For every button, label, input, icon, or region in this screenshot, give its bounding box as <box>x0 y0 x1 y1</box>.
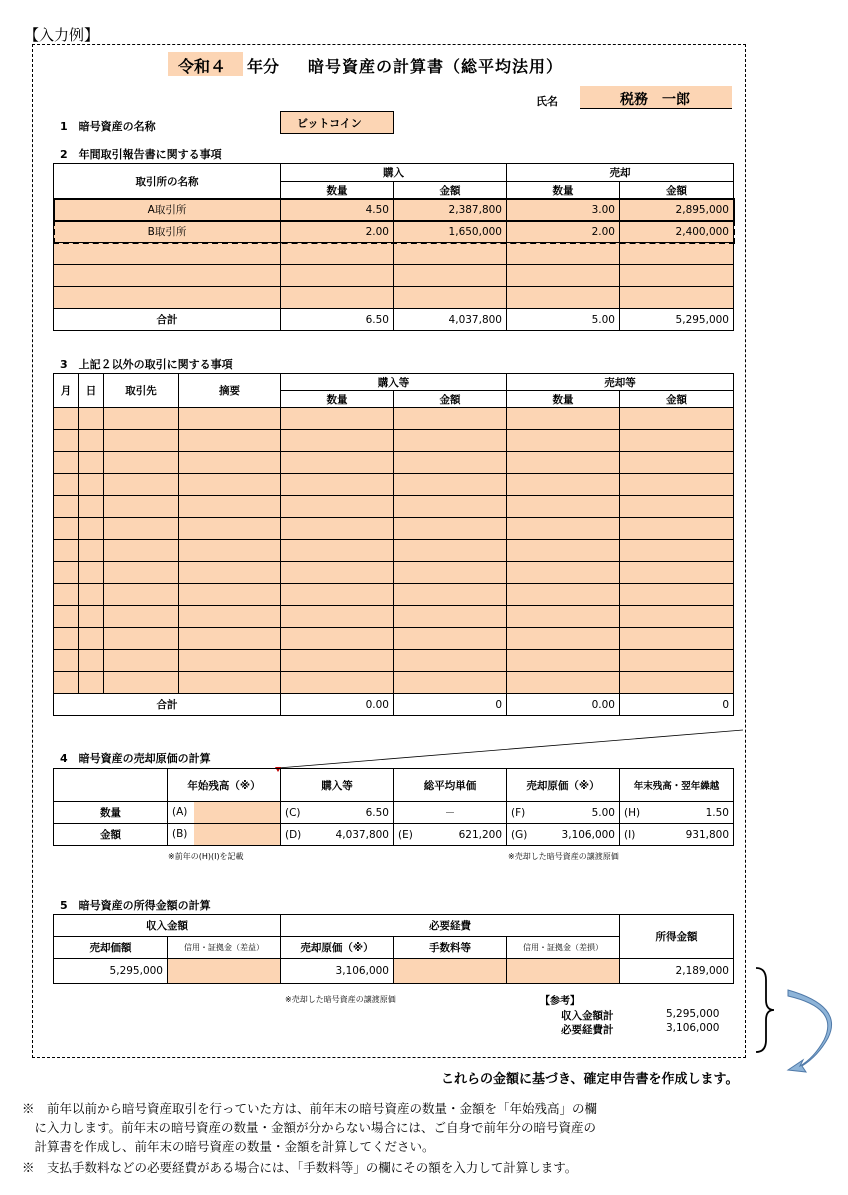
input-cell[interactable] <box>620 474 734 496</box>
input-cell[interactable] <box>179 540 281 562</box>
input-cell[interactable] <box>507 650 620 672</box>
input-cell[interactable] <box>507 518 620 540</box>
th-profit: 所得金額 <box>620 915 734 959</box>
input-cell[interactable] <box>179 452 281 474</box>
th-sell-etc: 売却等 <box>507 374 734 391</box>
empty-cell[interactable] <box>507 265 620 287</box>
input-cell[interactable] <box>281 496 394 518</box>
th-exchange-name: 取引所の名称 <box>54 164 281 199</box>
input-cell[interactable] <box>54 584 79 606</box>
purchase-qty-value: 6.50 <box>365 806 389 819</box>
input-cell[interactable] <box>179 474 281 496</box>
th-sell-qty: 数量 <box>507 182 620 199</box>
input-cell[interactable] <box>281 452 394 474</box>
table-row <box>54 562 734 584</box>
buy-qty[interactable]: 2.00 <box>281 221 394 243</box>
input-cell[interactable] <box>104 408 179 430</box>
input-cell[interactable] <box>104 540 179 562</box>
input-cell[interactable] <box>394 584 507 606</box>
input-cell[interactable] <box>54 474 79 496</box>
input-cell[interactable] <box>54 628 79 650</box>
purchase-amt-value: 4,037,800 <box>335 828 389 841</box>
row-amt-label: 金額 <box>54 824 168 846</box>
input-cell[interactable] <box>179 606 281 628</box>
input-cell[interactable] <box>507 628 620 650</box>
th-party: 取引先 <box>104 374 179 408</box>
input-cell[interactable] <box>620 562 734 584</box>
input-cell[interactable] <box>281 540 394 562</box>
section4-label: 4 暗号資産の売却原価の計算 <box>60 752 211 765</box>
input-cell[interactable] <box>179 518 281 540</box>
exchange-name[interactable]: A取引所 <box>54 199 281 221</box>
section1-label: 1 暗号資産の名称 <box>60 120 156 133</box>
table-row <box>54 199 734 221</box>
input-cell[interactable] <box>507 540 620 562</box>
input-cell[interactable] <box>104 430 179 452</box>
th-buy-qty: 数量 <box>281 182 394 199</box>
total-sell-qty: 0.00 <box>507 694 620 716</box>
section5-label: 5 暗号資産の所得金額の計算 <box>60 899 211 912</box>
empty-cell[interactable] <box>394 265 507 287</box>
input-cell[interactable] <box>104 518 179 540</box>
input-cell[interactable] <box>620 672 734 694</box>
table-row <box>54 540 734 562</box>
input-cell[interactable] <box>507 672 620 694</box>
input-cell[interactable] <box>394 650 507 672</box>
th-sell-amt: 金額 <box>620 182 734 199</box>
th-buy-etc: 購入等 <box>281 374 507 391</box>
brace-arrow-icon <box>748 966 844 1078</box>
empty-cell[interactable] <box>54 265 281 287</box>
input-cell[interactable] <box>104 650 179 672</box>
input-cell[interactable] <box>104 584 179 606</box>
ref-h: (H) <box>624 806 641 819</box>
empty-cell[interactable] <box>620 243 734 265</box>
exchange-table <box>53 163 734 331</box>
total-buy-qty: 0.00 <box>281 694 394 716</box>
total-buy-amt: 4,037,800 <box>394 309 507 331</box>
input-cell[interactable] <box>79 606 104 628</box>
input-cell[interactable] <box>79 474 104 496</box>
th-month: 月 <box>54 374 79 408</box>
input-cell[interactable] <box>620 430 734 452</box>
footnote-3: 計算書を作成し、前年末の暗号資産の数量・金額を計算してください。 <box>22 1139 435 1154</box>
total-label: 合計 <box>54 694 281 716</box>
input-cell[interactable] <box>507 496 620 518</box>
input-cell[interactable] <box>281 650 394 672</box>
th-cost: 売却原価（※） <box>507 769 620 802</box>
table-row <box>54 518 734 540</box>
input-cell[interactable] <box>54 606 79 628</box>
table-row <box>54 606 734 628</box>
table-row <box>54 650 734 672</box>
open-balance-note: ※前年の(H)(I)を記載 <box>168 852 244 861</box>
input-cell[interactable] <box>394 562 507 584</box>
empty-cell[interactable] <box>394 243 507 265</box>
th-buy-amt: 金額 <box>394 182 507 199</box>
avg-price-value: 621,200 <box>458 828 502 841</box>
input-cell[interactable] <box>507 584 620 606</box>
input-cell[interactable] <box>281 584 394 606</box>
ref-income-label: 収入金額計 <box>561 1010 614 1022</box>
th-fees: 手数料等 <box>394 937 507 959</box>
input-cell[interactable] <box>54 452 79 474</box>
open-qty-cell[interactable] <box>168 802 281 824</box>
ref-income-value: 5,295,000 <box>666 1008 720 1020</box>
input-cell[interactable] <box>507 408 620 430</box>
input-cell[interactable] <box>79 672 104 694</box>
buy-amt[interactable]: 2,387,800 <box>394 199 507 221</box>
table-row <box>54 287 734 309</box>
table-row <box>54 221 734 243</box>
input-cell[interactable] <box>54 562 79 584</box>
input-cell[interactable] <box>281 518 394 540</box>
input-cell[interactable] <box>394 518 507 540</box>
table-row <box>54 452 734 474</box>
th-expenses: 必要経費 <box>281 915 620 937</box>
input-cell[interactable] <box>394 606 507 628</box>
table-row <box>54 430 734 452</box>
th-income: 収入金額 <box>54 915 281 937</box>
empty-cell[interactable] <box>281 287 394 309</box>
input-cell[interactable] <box>54 518 79 540</box>
cost-amt-value: 3,106,000 <box>561 828 615 841</box>
cost-amt <box>507 824 620 846</box>
section2-label: 2 年間取引報告書に関する事項 <box>60 148 222 161</box>
purchase-qty <box>281 802 394 824</box>
input-cell[interactable] <box>281 672 394 694</box>
input-cell[interactable] <box>507 562 620 584</box>
input-cell[interactable] <box>281 474 394 496</box>
table-row <box>54 265 734 287</box>
input-cell[interactable] <box>507 606 620 628</box>
cost-qty-value: 5.00 <box>591 806 615 819</box>
corner-cell <box>54 769 168 802</box>
ref-f: (F) <box>511 806 526 819</box>
input-cell[interactable] <box>281 408 394 430</box>
credit-loss-input[interactable] <box>507 959 620 984</box>
table-row <box>54 243 734 265</box>
th-close-balance: 年末残高・翌年繰越 <box>620 769 734 802</box>
ref-expense-value: 3,106,000 <box>666 1022 720 1034</box>
th-desc: 摘要 <box>179 374 281 408</box>
empty-cell[interactable] <box>620 265 734 287</box>
input-cell[interactable] <box>620 518 734 540</box>
input-cell[interactable] <box>394 540 507 562</box>
sale-cost-note: ※売却した暗号資産の譲渡原価 <box>285 995 396 1004</box>
th-purchase: 購入等 <box>281 769 394 802</box>
ref-e: (E) <box>398 828 413 841</box>
open-amt-input[interactable] <box>194 824 280 845</box>
th-buy-qty: 数量 <box>281 391 394 408</box>
ref-b: (B) <box>172 828 188 840</box>
th-credit-loss: 信用・証拠金（差損） <box>507 937 620 959</box>
input-cell[interactable] <box>394 408 507 430</box>
th-buy-amt: 金額 <box>394 391 507 408</box>
th-day: 日 <box>79 374 104 408</box>
empty-cell[interactable] <box>281 243 394 265</box>
sell-qty[interactable]: 3.00 <box>507 199 620 221</box>
close-amt <box>620 824 734 846</box>
income-table <box>53 914 734 984</box>
sell-amt[interactable]: 2,400,000 <box>620 221 734 243</box>
input-cell[interactable] <box>79 430 104 452</box>
input-cell[interactable] <box>179 496 281 518</box>
empty-cell[interactable] <box>54 287 281 309</box>
total-buy-qty: 6.50 <box>281 309 394 331</box>
input-cell[interactable] <box>394 452 507 474</box>
empty-cell[interactable] <box>54 243 281 265</box>
input-cell[interactable] <box>620 584 734 606</box>
ref-i: (I) <box>624 828 636 841</box>
input-cell[interactable] <box>79 584 104 606</box>
title-year-suffix: 年分 <box>247 57 280 76</box>
input-cell[interactable] <box>104 496 179 518</box>
sale-price-value: 5,295,000 <box>54 959 168 984</box>
th-sell: 売却 <box>507 164 734 182</box>
input-cell[interactable] <box>79 562 104 584</box>
footnote-4: ※ 支払手数料などの必要経費がある場合には、「手数料等」の欄にその額を入力して計算します。 <box>22 1160 578 1175</box>
th-sell-amt: 金額 <box>620 391 734 408</box>
input-cell[interactable] <box>79 650 104 672</box>
conclusion-text: これらの金額に基づき、確定申告書を作成します。 <box>441 1072 739 1087</box>
cost-note: ※売却した暗号資産の譲渡原価 <box>508 852 619 861</box>
input-cell[interactable] <box>79 518 104 540</box>
sell-amt[interactable]: 2,895,000 <box>620 199 734 221</box>
input-cell[interactable] <box>179 430 281 452</box>
cost-calc-table <box>53 768 734 846</box>
input-cell[interactable] <box>179 584 281 606</box>
input-cell[interactable] <box>79 628 104 650</box>
th-open-balance: 年始残高（※） <box>168 769 281 802</box>
footnote-1: ※ 前年以前から暗号資産取引を行っていた方は、前年末の暗号資産の数量・金額を「年始残高」の欄 <box>22 1101 598 1116</box>
row-qty-label: 数量 <box>54 802 168 824</box>
th-credit-gain: 信用・証拠金（差益） <box>168 937 281 959</box>
input-cell[interactable] <box>179 628 281 650</box>
input-cell[interactable] <box>104 452 179 474</box>
th-sale-cost: 売却原価（※） <box>281 937 394 959</box>
input-cell[interactable] <box>79 496 104 518</box>
fees-input[interactable] <box>394 959 507 984</box>
title-era: 令和４ <box>178 57 227 76</box>
th-sell-qty: 数量 <box>507 391 620 408</box>
name-label: 氏名 <box>536 95 558 108</box>
input-cell[interactable] <box>54 430 79 452</box>
input-cell[interactable] <box>54 408 79 430</box>
other-transactions-table <box>53 373 734 716</box>
input-cell[interactable] <box>104 562 179 584</box>
th-sale-price: 売却価額 <box>54 937 168 959</box>
input-cell[interactable] <box>620 606 734 628</box>
ref-c: (C) <box>285 806 301 819</box>
ref-a: (A) <box>172 806 188 818</box>
th-buy: 購入 <box>281 164 507 182</box>
name-value: 税務 一郎 <box>620 92 690 108</box>
ref-d: (D) <box>285 828 302 841</box>
table-row <box>54 672 734 694</box>
input-cell[interactable] <box>104 606 179 628</box>
input-cell[interactable] <box>281 562 394 584</box>
input-cell[interactable] <box>620 452 734 474</box>
input-cell[interactable] <box>281 606 394 628</box>
total-sell-qty: 5.00 <box>507 309 620 331</box>
input-cell[interactable] <box>79 540 104 562</box>
ref-g: (G) <box>511 828 528 841</box>
table-row <box>54 408 734 430</box>
input-cell[interactable] <box>79 452 104 474</box>
input-cell[interactable] <box>507 452 620 474</box>
input-cell[interactable] <box>394 474 507 496</box>
table-row <box>54 474 734 496</box>
input-cell[interactable] <box>620 408 734 430</box>
table-row <box>54 584 734 606</box>
total-label: 合計 <box>54 309 281 331</box>
input-cell[interactable] <box>281 628 394 650</box>
avg-price <box>394 824 507 846</box>
total-sell-amt: 0 <box>620 694 734 716</box>
empty-cell[interactable] <box>620 287 734 309</box>
cost-qty <box>507 802 620 824</box>
avg-price-dash: － <box>394 802 507 824</box>
input-cell[interactable] <box>54 650 79 672</box>
input-cell[interactable] <box>179 650 281 672</box>
empty-cell[interactable] <box>507 243 620 265</box>
buy-qty[interactable]: 4.50 <box>281 199 394 221</box>
section3-label: 3 上記２以外の取引に関する事項 <box>60 358 233 371</box>
table-row <box>54 496 734 518</box>
total-row <box>54 694 734 716</box>
sale-cost-value: 3,106,000 <box>281 959 394 984</box>
input-cell[interactable] <box>620 628 734 650</box>
input-cell[interactable] <box>507 430 620 452</box>
purchase-amt <box>281 824 394 846</box>
asset-name-value: ビットコイン <box>297 117 362 130</box>
input-cell[interactable] <box>179 408 281 430</box>
input-cell[interactable] <box>179 562 281 584</box>
exchange-name[interactable]: B取引所 <box>54 221 281 243</box>
input-cell[interactable] <box>281 430 394 452</box>
input-cell[interactable] <box>394 672 507 694</box>
example-label: 【入力例】 <box>24 26 100 44</box>
table-row <box>54 628 734 650</box>
input-cell[interactable] <box>54 672 79 694</box>
close-amt-value: 931,800 <box>685 828 729 841</box>
close-qty-value: 1.50 <box>705 806 729 819</box>
ref-expense-label: 必要経費計 <box>561 1024 614 1036</box>
credit-gain-input[interactable] <box>168 959 281 984</box>
total-row <box>54 309 734 331</box>
input-cell[interactable] <box>79 408 104 430</box>
input-cell[interactable] <box>179 672 281 694</box>
empty-cell[interactable] <box>507 287 620 309</box>
total-sell-amt: 5,295,000 <box>620 309 734 331</box>
input-cell[interactable] <box>104 474 179 496</box>
open-amt-cell[interactable] <box>168 824 281 846</box>
input-cell[interactable] <box>54 496 79 518</box>
close-qty <box>620 802 734 824</box>
input-cell[interactable] <box>394 430 507 452</box>
input-cell[interactable] <box>394 628 507 650</box>
open-qty-input[interactable] <box>194 802 280 823</box>
input-cell[interactable] <box>104 628 179 650</box>
th-avg-price: 総平均単価 <box>394 769 507 802</box>
input-cell[interactable] <box>507 474 620 496</box>
reference-label: 【参考】 <box>540 996 580 1007</box>
empty-cell[interactable] <box>281 265 394 287</box>
page-title: 暗号資産の計算書（総平均法用） <box>308 57 564 76</box>
profit-value: 2,189,000 <box>620 959 734 984</box>
buy-amt[interactable]: 1,650,000 <box>394 221 507 243</box>
sell-qty[interactable]: 2.00 <box>507 221 620 243</box>
footnote-2: に入力します。前年末の暗号資産の数量・金額が分からない場合には、ご自身で前年分の暗号資産の <box>22 1120 597 1135</box>
input-cell[interactable] <box>54 540 79 562</box>
input-cell[interactable] <box>620 650 734 672</box>
empty-cell[interactable] <box>394 287 507 309</box>
input-cell[interactable] <box>104 672 179 694</box>
input-cell[interactable] <box>620 496 734 518</box>
input-cell[interactable] <box>620 540 734 562</box>
total-buy-amt: 0 <box>394 694 507 716</box>
input-cell[interactable] <box>394 496 507 518</box>
